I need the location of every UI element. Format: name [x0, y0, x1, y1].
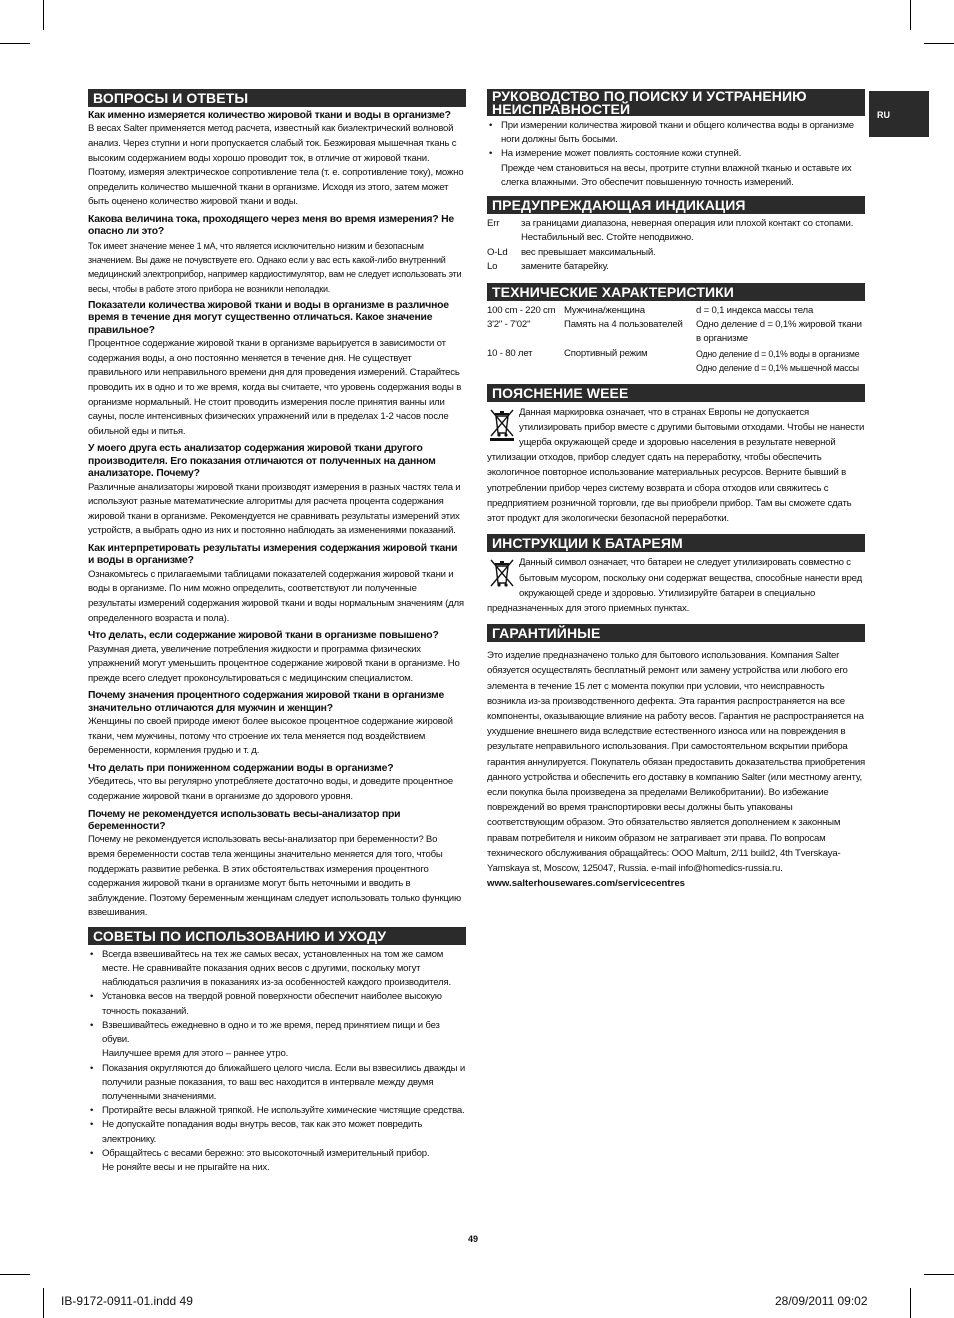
crop-mark — [924, 1274, 954, 1275]
faq-question: Как именно измеряется количество жировой ткани и воды в организме? — [88, 110, 451, 121]
spec-feature: Мужчина/женщина — [564, 304, 645, 316]
spec-row — [487, 347, 865, 376]
tips-list-item: • Взвешивайтесь ежедневно в одно и то же время, перед принятием пищи и без обуви. Наилучшее время для этого – раннее утро. — [88, 1019, 466, 1062]
troubleshooting-list-item: • При измерении количества жировой ткани и общего количества воды в организме ноги должны быть босыми. — [487, 119, 865, 147]
faq-answer: Убедитесь, что вы регулярно употребляете достаточно воды, и доведите процентное содержание жировой ткани в организме до здорового уровня. — [88, 776, 454, 802]
crop-mark — [910, 1288, 911, 1318]
faq-title: ВОПРОСЫ И ОТВЕТЫ — [88, 89, 466, 107]
warning-code: Lo — [487, 261, 498, 273]
warning-description: за границами диапазона, неверная операция или плохой контакт со стопами. Нестабильный вес. Стойте неподвижно. — [521, 218, 854, 244]
warnings-table — [487, 217, 865, 275]
faq-answer: Женщины по своей природе имеют более высокое процентное содержание жировой ткани, чем мужчины, потому что строение их тела меняется под воздействием беременности, кормления грудью и т. д. — [88, 716, 453, 757]
spec-range: 3'2" - 7'02" — [487, 319, 531, 331]
weee-title: ПОЯСНЕНИЕ WEEE — [487, 384, 865, 402]
tips-list-item: • Показания округляются до ближайшего целого числа. Если вы взвесились дважды и получили разные показания, то ваш вес находится в интервале между двумя полученными значениями. — [88, 1062, 466, 1105]
spec-row — [487, 304, 865, 318]
tips-title: СОВЕТЫ ПО ИСПОЛЬЗОВАНИЮ И УХОДУ — [88, 927, 466, 945]
spec-row — [487, 318, 865, 347]
faq-question: Как интерпретировать результаты измерения содержания жировой ткани и воды в организме? — [88, 542, 458, 567]
faq-answer: Процентное содержание жировой ткани в организме варьируется в зависимости от содержания воды, а оно постоянно меняется в течение дня. Не существует правильного или неправильного времени дня для проведения измерений. Старайтесь проводить их в одно и то же время, когда вы считаете, что уровень содержания воды в организме нормальный. Не стоит проводить измерения после принятия ванны или сауны, после интенсивных физических упражнений или в пределах 1-2 часов после обильной еды и питья. — [88, 338, 462, 437]
faq-answer: Разумная диета, увеличение потребления жидкости и программа физических упражнений могут уменьшить процентное содержание жировой ткани в организме. Но прежде всего следует проконсультироваться с медицинским специалистом. — [88, 643, 460, 684]
faq-question: Какова величина тока, проходящего через меня во время измерения? Не опасно ли это? — [88, 213, 454, 238]
left-column — [88, 89, 466, 1181]
tips-list-item: • Обращайтесь с весами бережно: это высокоточный измерительный прибор. Не роняйте весы и не прыгайте на них. — [88, 1147, 466, 1175]
warning-code: O-Ld — [487, 246, 508, 258]
crossed-bin-icon — [487, 406, 517, 442]
spec-value: d = 0,1 индекса массы тела — [696, 304, 814, 316]
spec-value: Одно деление d = 0,1% воды в организме Одно деление d = 0,1% мышечной массы — [696, 348, 860, 374]
footer-file-info: IB-9172-0911-01.indd 49 — [61, 1294, 193, 1308]
crop-mark — [910, 0, 911, 30]
footer-date: 28/09/2011 09:02 — [775, 1294, 868, 1308]
weee-text — [487, 405, 865, 527]
troubleshooting-list-item: • На измерение может повлиять состояние кожи ступней. Прежде чем становиться на весы, протрите ступни влажной тканью и оставьте их слегка влажными. Это обеспечит повышенную точность измерений. — [487, 147, 865, 190]
faq-list — [88, 110, 466, 921]
warning-description: вес превышает максимальный. — [521, 246, 656, 258]
specs-table — [487, 304, 865, 376]
spec-feature: Память на 4 пользователей — [564, 319, 683, 331]
tips-list — [88, 948, 466, 1175]
battery-text-body: Данный символ означает, что батареи не следует утилизировать совместно с бытовым мусором, поскольку они содержат вещества, способные нанести вред окружающей среде и здоровью. Утилизируйте батареи в специально предназначенных для этого приемных пунктах. — [487, 557, 862, 614]
faq-question: У моего друга есть анализатор содержания жировой ткани другого производителя. Его показания отличаются от полученных на данном анализаторе. Почему? — [88, 443, 436, 480]
crossed-bin-icon — [487, 556, 517, 592]
faq-question: Почему значения процентного содержания жировой ткани в организме значительно отличаются для мужчин и женщин? — [88, 690, 445, 714]
warning-row — [487, 246, 865, 260]
warning-row — [487, 260, 865, 274]
crop-mark — [924, 43, 954, 44]
spec-feature: Спортивный режим — [564, 347, 648, 359]
warranty-title: ГАРАНТИЙНЫЕ — [487, 624, 865, 642]
crop-mark — [43, 0, 44, 30]
tips-list-item: • Не допускайте попадания воды внутрь весов, так как это может повредить электронику. — [88, 1118, 466, 1146]
crop-mark — [0, 1274, 30, 1275]
specs-title: ТЕХНИЧЕСКИЕ ХАРАКТЕРИСТИКИ — [487, 283, 865, 301]
faq-answer: Ток имеет значение менее 1 мА, что является исключительно низким и безопасным значением. Вы даже не почувствуете его. Однако если у вас есть какой-либо внутренний медицинский электроприбор, например кардиостимулятор, вам не следует использовать эти весы, чтобы в работе этого прибора не возникли неполадки. — [88, 240, 462, 294]
crop-mark — [0, 43, 30, 44]
page-number: 49 — [468, 1234, 479, 1244]
crop-mark — [43, 1288, 44, 1318]
language-tab-label: RU — [877, 110, 890, 120]
faq-answer: Различные анализаторы жировой ткани производят измерения в разных частях тела и используют разные математические алгоритмы для расчета процента содержания жировой ткани в организме. Рекомендуется не сравнивать результаты измерений этих устройств, а выбрать одно из них и постоянно наблюдать за изменениями показаний. — [88, 481, 461, 537]
warning-description: замените батарейку. — [521, 261, 609, 273]
service-centres-link[interactable]: www.salterhousewares.com/servicecentres — [487, 878, 686, 890]
tips-list-item: • Протирайте весы влажной тряпкой. Не используйте химические чистящие средства. — [88, 1104, 466, 1118]
faq-question: Почему не рекомендуется использовать весы-анализатор при беременности? — [88, 808, 401, 832]
faq-question: Что делать, если содержание жировой ткани в организме повышено? — [88, 630, 439, 642]
faq-answer: Ознакомьтесь с прилагаемыми таблицами показателей содержания жировой ткани и воды в организме. По ним можно определить, соответствуют ли полученные результаты измерений содержания жировой ткани и воды нормальным значениям (для определенного возраста и пола). — [88, 568, 464, 624]
faq-question: Что делать при пониженном содержании воды в организме? — [88, 762, 394, 774]
tips-list-item: • Всегда взвешивайтесь на тех же самых весах, установленных на том же самом месте. Не сравнивайте показания одних весов с другими, поскольку могут наблюдаться различия в показаниях из-за особенностей каждого производителя. — [88, 948, 466, 991]
spec-range: 100 cm - 220 cm — [487, 304, 556, 316]
language-tab — [869, 91, 929, 137]
faq-question: Показатели количества жировой ткани и воды в организме в различное время в течение дня могут существенно отличаться. Какое значение правильное? — [88, 299, 449, 336]
spec-range: 10 - 80 лет — [487, 347, 533, 359]
faq-answer: Почему не рекомендуется использовать весы-анализатор при беременности? Во время беременности состав тела женщины значительно меняется для того, чтобы поддержать развитие ребенка. В этих обстоятельствах измерения процентного содержания жировой ткани в организме могут быть неточными и вводить в заблуждение. Поэтому беременным женщинам следует использовать только функцию взвешивания. — [88, 834, 461, 919]
tips-list-item: • Установка весов на твердой ровной поверхности обеспечит наиболее высокую точность показаний. — [88, 990, 466, 1018]
weee-text-body: Данная маркировка означает, что в странах Европы не допускается утилизировать прибор вместе с другими бытовыми отходами. Чтобы не нанести ущерба окружающей среде и здоровью населения в результате неверной утилизации отходов, прибор следует сдать на переработку, чтобы обеспечить экологичное повторное использование материальных ресурсов. Верните бывший в употреблении прибор через систему возврата и сбора отходов или свяжитесь с предприятием розничной торговли, где вы приобрели прибор. Там вы сможете сдать этот продукт для экологически безопасной переработки. — [487, 406, 865, 525]
warranty-text: Это изделие предназначено только для бытового использования. Компания Salter обязуется осуществлять бесплатный ремонт или замену устройства или любого его элемента в течение 15 лет с момента покупки при условии, что неисправность возникла из-за производственного дефекта. Эта гарантия распространяется на все компоненты, оказывающие влияние на работу весов. Гарантия не распространяется на ухудшение внешнего вида вследствие естественного износа или на повреждения в результате неправильного использования. При самостоятельном вскрытии прибора гарантия аннулируется. Покупатель обязан предоставить доказательства приобретения данного устройства и обеспечить его доставку в компанию Salter (или местному агенту, если покупка была произведена за пределами Великобритании). Во избежание повреждений во время транспортировки весы должны быть упакованы соответствующим образом. Это обязательство является дополнением к законным правам потребителя и никоим образом не затрагивает эти права. По вопросам технического обслуживания обращайтесь: OOO Maltum, 2/11 build2, 4th Tverskaya-Yamskaya st, Moscow, 125047, Russia. e-mail info@homedics-russia.ru. — [487, 650, 865, 874]
warnings-title: ПРЕДУПРЕЖДАЮЩАЯ ИНДИКАЦИЯ — [487, 196, 865, 214]
faq-answer: В весах Salter применяется метод расчета, известный как биэлектрический волновой анализ. Через ступни и ноги пропускается слабый ток. Безжировая мышечная ткань с высоким содержанием воды хорошо проводит ток, в отличие от жировой ткани. Поэтому, измеряя электрическое сопротивление тела (т. е. сопротивление току), можно определить количество мышечной ткани в организме. Исходя из этого, затем может быть оценено количество жировой ткани и воды. — [88, 123, 464, 208]
battery-title: ИНСТРУКЦИИ К БАТАРЕЯМ — [487, 534, 865, 552]
spec-value: Одно деление d = 0,1% жировой ткани в организме — [696, 319, 862, 345]
battery-text — [487, 555, 865, 616]
right-column — [487, 89, 865, 891]
warning-code: Err — [487, 218, 500, 230]
warning-row — [487, 217, 865, 246]
troubleshooting-list — [487, 119, 865, 190]
troubleshooting-title: РУКОВОДСТВО ПО ПОИСКУ И УСТРАНЕНИЮ НЕИСПРАВНОСТЕЙ — [487, 89, 865, 116]
